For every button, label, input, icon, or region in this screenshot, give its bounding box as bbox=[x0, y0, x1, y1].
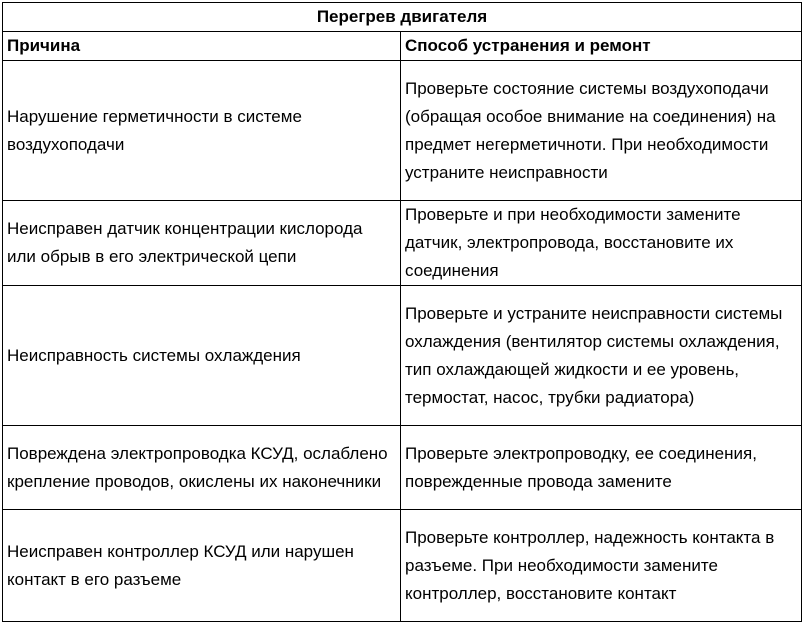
remedy-cell: Проверьте электропроводку, ее соединения, поврежденные провода замените bbox=[401, 426, 802, 510]
table-title-row bbox=[3, 3, 802, 32]
table-header-row bbox=[3, 32, 802, 61]
table-row bbox=[3, 201, 802, 286]
header-cause: Причина bbox=[3, 32, 401, 61]
remedy-cell: Проверьте и при необходимости замените датчик, электропровода, восстановите их соединения bbox=[401, 201, 802, 286]
table-row bbox=[3, 286, 802, 426]
table-row bbox=[3, 61, 802, 201]
cause-cell: Неисправность системы охлаждения bbox=[3, 286, 401, 426]
table-title: Перегрев двигателя bbox=[3, 3, 802, 32]
cause-cell: Неисправен контроллер КСУД или нарушен контакт в его разъеме bbox=[3, 510, 401, 622]
header-remedy: Способ устранения и ремонт bbox=[401, 32, 802, 61]
cause-cell: Повреждена электропроводка КСУД, ослаблено крепление проводов, окислены их наконечники bbox=[3, 426, 401, 510]
table-row bbox=[3, 426, 802, 510]
table-row bbox=[3, 510, 802, 622]
cause-cell: Нарушение герметичности в системе воздухоподачи bbox=[3, 61, 401, 201]
remedy-cell: Проверьте и устраните неисправности системы охлаждения (вентилятор системы охлаждения, тип охлаждающей жидкости и ее уровень, термостат, насос, трубки радиатора) bbox=[401, 286, 802, 426]
remedy-cell: Проверьте состояние системы воздухоподачи (обращая особое внимание на соединения) на предмет негерметичноти. При необходимости устраните неисправности bbox=[401, 61, 802, 201]
cause-cell: Неисправен датчик концентрации кислорода или обрыв в его электрической цепи bbox=[3, 201, 401, 286]
engine-overheat-table bbox=[2, 2, 802, 622]
remedy-cell: Проверьте контроллер, надежность контакта в разъеме. При необходимости замените контроллер, восстановите контакт bbox=[401, 510, 802, 622]
